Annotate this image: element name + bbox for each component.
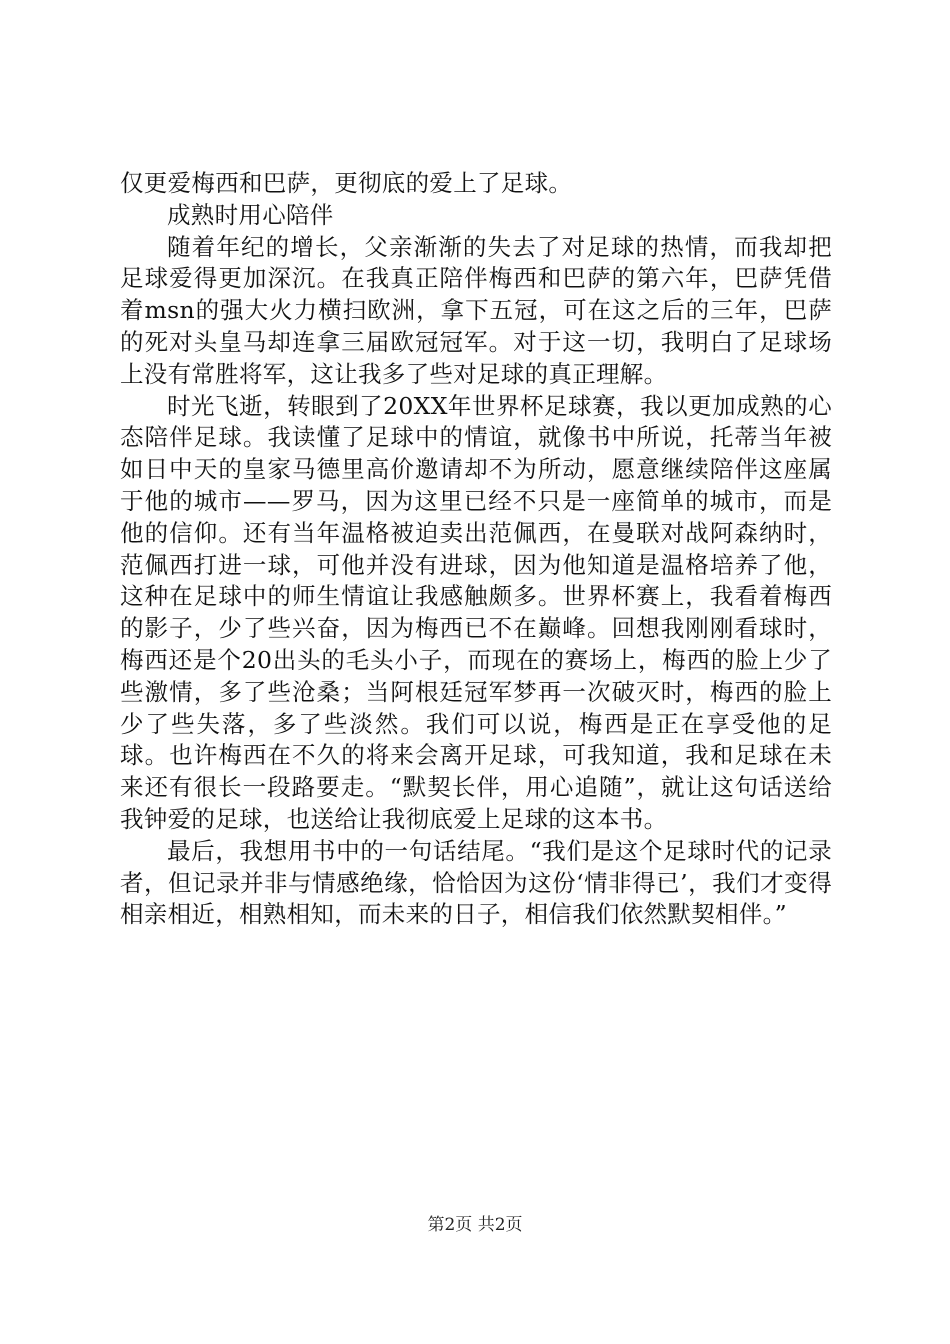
paragraph: 最后，我想用书中的一句话结尾。“我们是这个足球时代的记录者，但记录并非与情感绝缘，恰恰因为这份‘情非得已’，我们才变得相亲相近，相熟相知，而未来的日子，相信我们依然默契相伴。” (120, 836, 832, 929)
paragraph-continuation: 仅更爱梅西和巴萨，更彻底的爱上了足球。 (120, 169, 573, 197)
page-number: 第2页 共2页 (427, 1215, 523, 1235)
section-heading: 成熟时用心陪伴 (167, 200, 334, 229)
paragraph: 随着年纪的增长，父亲渐渐的失去了对足球的热情，而我却把足球爱得更加深沉。在我真正陪伴梅西和巴萨的第六年，巴萨凭借着msn的强大火力横扫欧洲，拿下五冠，可在这之后的三年，巴萨的死对头皇马却连拿三届欧冠冠军。对于这一切，我明白了足球场上没有常胜将军，这让我多了些对足球的真正理解。 (120, 232, 832, 388)
document-body (120, 168, 832, 931)
paragraph: 时光飞逝，转眼到了20XX年世界杯足球赛，我以更加成熟的心态陪伴足球。我读懂了足球中的情谊，就像书中所说，托蒂当年被如日中天的皇家马德里高价邀请却不为所动，愿意继续陪伴这座属于他的城市——罗马，因为这里已经不只是一座简单的城市，而是他的信仰。还有当年温格被迫卖出范佩西，在曼联对战阿森纳时，范佩西打进一球，可他并没有进球，因为他知道是温格培养了他，这种在足球中的师生情谊让我感触颇多。世界杯赛上，我看着梅西的影子，少了些兴奋，因为梅西已不在巅峰。回想我刚刚看球时，梅西还是个20出头的毛头小子，而现在的赛场上，梅西的脸上少了些激情，多了些沧桑；当阿根廷冠军梦再一次破灭时，梅西的脸上少了些失落，多了些淡然。我们可以说，梅西是正在享受他的足球。也许梅西在不久的将来会离开足球，可我知道，我和足球在未来还有很长一段路要走。“默契长伴，用心追随”，就让这句话送给我钟爱的足球，也送给让我彻底爱上足球的这本书。 (120, 391, 832, 833)
